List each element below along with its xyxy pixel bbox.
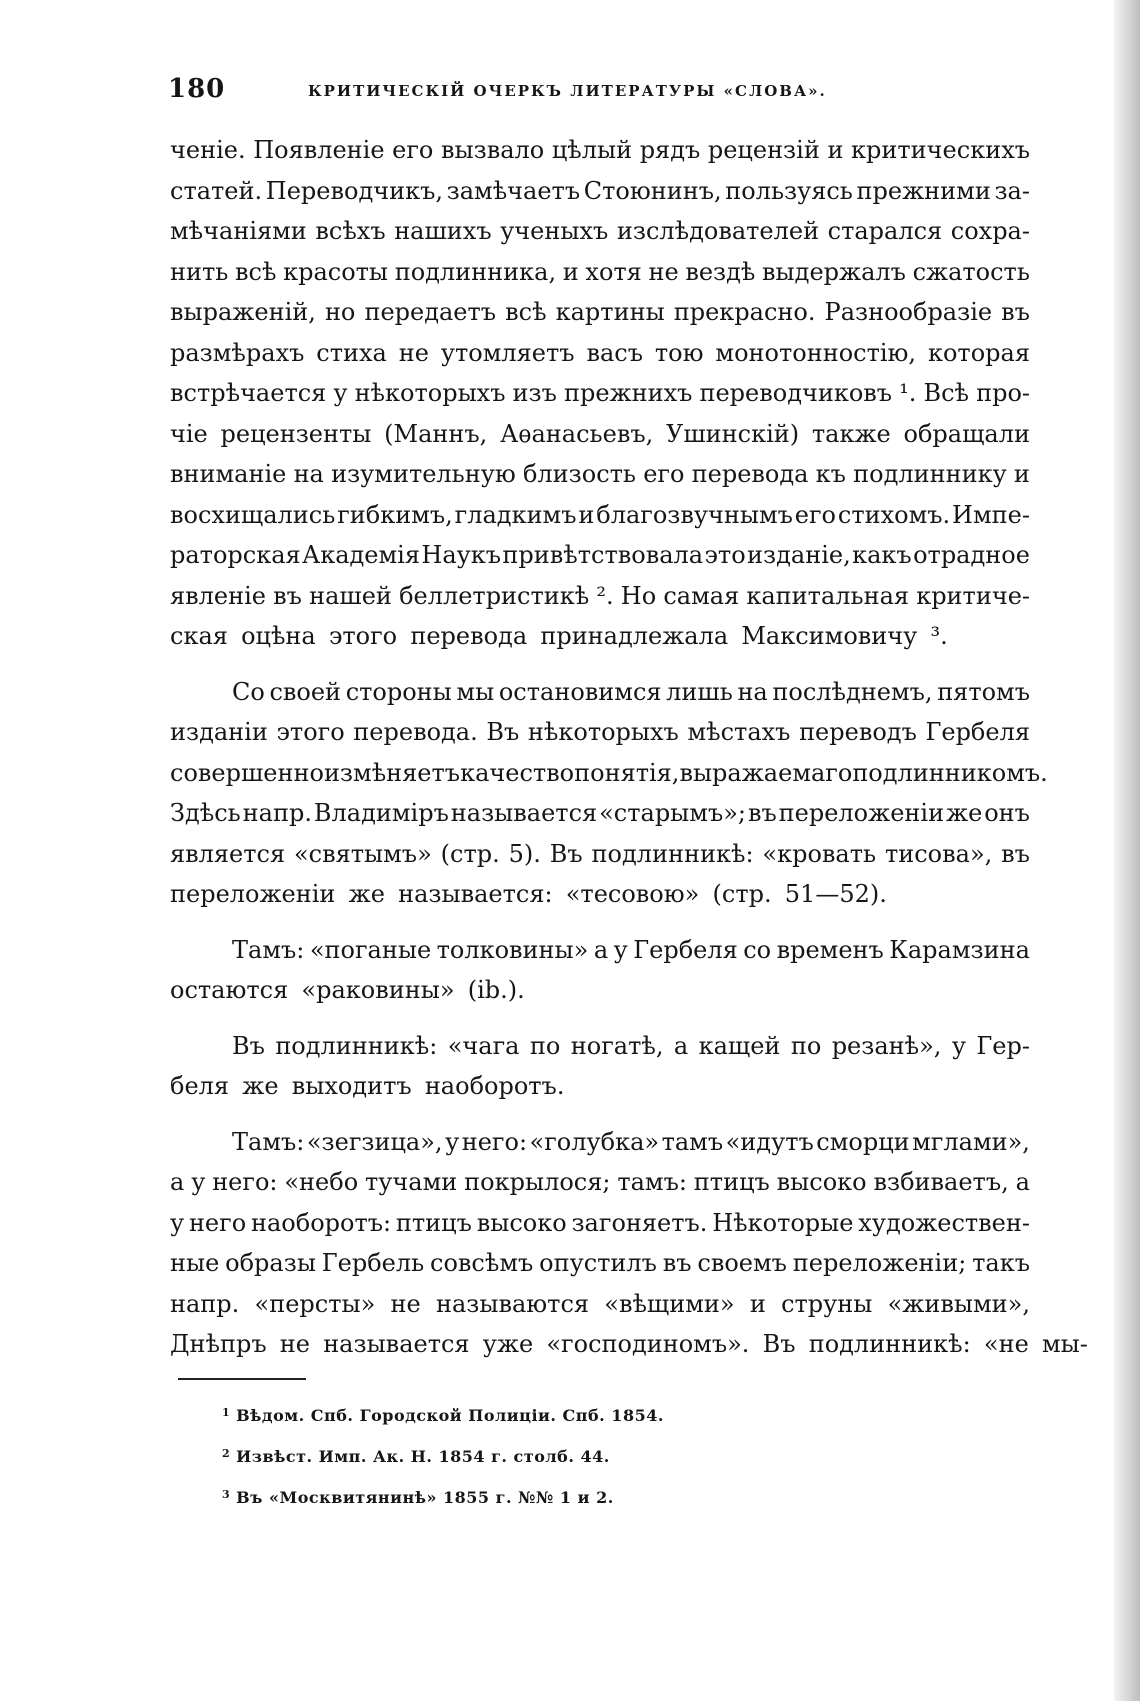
text-line: вниманіе на изумительную близость его перевода къ подлиннику и: [170, 460, 1030, 488]
footnote-separator: [178, 1378, 306, 1380]
text-line: нить всѣ красоты подлинника, и хотя не вездѣ выдержалъ сжатость: [170, 257, 1030, 286]
text-line: беля же выходитъ наоборотъ.: [170, 1072, 565, 1100]
footnote-text: Извѣст. Имп. Ак. Н. 1854 г. столб. 44.: [236, 1447, 610, 1466]
text-line: Со своей стороны мы остановимся лишь на послѣднемъ, пятомъ: [232, 677, 1030, 706]
text-line: размѣрахъ стиха не утомляетъ васъ тою монотонностію, которая: [170, 338, 1030, 367]
footnote: [222, 1435, 922, 1476]
body-text: [170, 130, 1088, 1365]
paragraph-gap: [170, 1011, 1030, 1026]
text-line: ные образы Гербель совсѣмъ опустилъ въ своемъ переложеніи; такъ: [170, 1249, 1030, 1277]
text-line: а у него: «небо тучами покрылося; тамъ: птицъ высоко взбиваетъ, а: [170, 1168, 1030, 1196]
footnote-text: Вѣдом. Спб. Городской Полиціи. Спб. 1854.: [236, 1406, 664, 1425]
paragraph-gap: [170, 1107, 1030, 1122]
paragraph: [170, 1122, 1088, 1365]
page-gutter-shadow: [1114, 0, 1140, 1701]
text-line: Тамъ: «зегзица», у него: «голубка» тамъ «идутъ сморци мглами»,: [232, 1127, 1030, 1156]
paragraph: [170, 130, 1030, 657]
footnote-marker: 3: [222, 1488, 231, 1501]
text-line: Днѣпръ не называется уже «господиномъ». Въ подлинникѣ: «не мы-: [170, 1330, 1088, 1358]
footnote-text: Въ «Москвитянинѣ» 1855 г. №№ 1 и 2.: [236, 1488, 614, 1507]
footnotes: [222, 1394, 922, 1517]
text-line: явленіе въ нашей беллетристикѣ ². Но самая капитальная критиче-: [170, 581, 1030, 610]
footnote: [222, 1476, 922, 1517]
text-line: ская оцѣна этого перевода принадлежала Максимовичу ³.: [170, 622, 948, 650]
text-line: напр. «персты» не называются «вѣщими» и струны «живыми»,: [170, 1289, 1030, 1318]
page-number: 180: [168, 74, 226, 104]
page-header: [168, 74, 1030, 108]
text-line: является «святымъ» (стр. 5). Въ подлинникѣ: «кровать тисова», въ: [170, 839, 1030, 868]
paragraph: [170, 672, 1048, 915]
text-line: статей. Переводчикъ, замѣчаетъ Стоюнинъ, пользуясь прежними за-: [170, 176, 1030, 205]
text-line: ченіе. Появленіе его вызвало цѣлый рядъ рецензій и критическихъ: [170, 136, 1030, 164]
text-line: совершенно измѣняетъ качество понятія, выражаемаго подлинникомъ.: [170, 758, 1048, 787]
text-line: переложеніи же называется: «тесовою» (стр. 51—52).: [170, 880, 887, 908]
text-line: выраженій, но передаетъ всѣ картины прекрасно. Разнообразіе въ: [170, 298, 1030, 326]
text-line: у него наоборотъ: птицъ высоко загоняетъ. Нѣкоторые художествен-: [170, 1208, 1030, 1237]
text-line: раторская Академія Наукъ привѣтствовала это изданіе, какъ отрадное: [170, 541, 1030, 569]
text-line: Здѣсь напр. Владиміръ называется «старымъ»; въ переложеніи же онъ: [170, 799, 1030, 827]
footnote: [222, 1394, 922, 1435]
paragraph-gap: [170, 915, 1030, 930]
running-title: КРИТИЧЕСКІЙ ОЧЕРКЪ ЛИТЕРАТУРЫ «СЛОВА».: [308, 82, 827, 100]
text-line: чіе рецензенты (Маннъ, Аѳанасьевъ, Ушинскій) также обращали: [170, 419, 1030, 448]
paragraph: [170, 930, 1030, 1011]
text-line: Тамъ: «поганые толковины» а у Гербеля со временъ Карамзина: [232, 935, 1030, 964]
text-line: изданіи этого перевода. Въ нѣкоторыхъ мѣстахъ переводъ Гербеля: [170, 718, 1030, 746]
text-line: Въ подлинникѣ: «чага по ногатѣ, а кащей по резанѣ», у Гер-: [232, 1031, 1030, 1060]
text-line: восхищались гибкимъ, гладкимъ и благозвучнымъ его стихомъ. Импе-: [170, 500, 1030, 529]
text-line: встрѣчается у нѣкоторыхъ изъ прежнихъ переводчиковъ ¹. Всѣ про-: [170, 379, 1030, 407]
text-line: остаются «раковины» (ib.).: [170, 976, 525, 1004]
footnote-marker: 1: [222, 1406, 231, 1419]
paragraph: [170, 1026, 1030, 1107]
text-line: мѣчаніями всѣхъ нашихъ ученыхъ изслѣдователей старался сохра-: [170, 217, 1030, 245]
paragraph-gap: [170, 657, 1030, 672]
footnote-marker: 2: [222, 1447, 231, 1460]
